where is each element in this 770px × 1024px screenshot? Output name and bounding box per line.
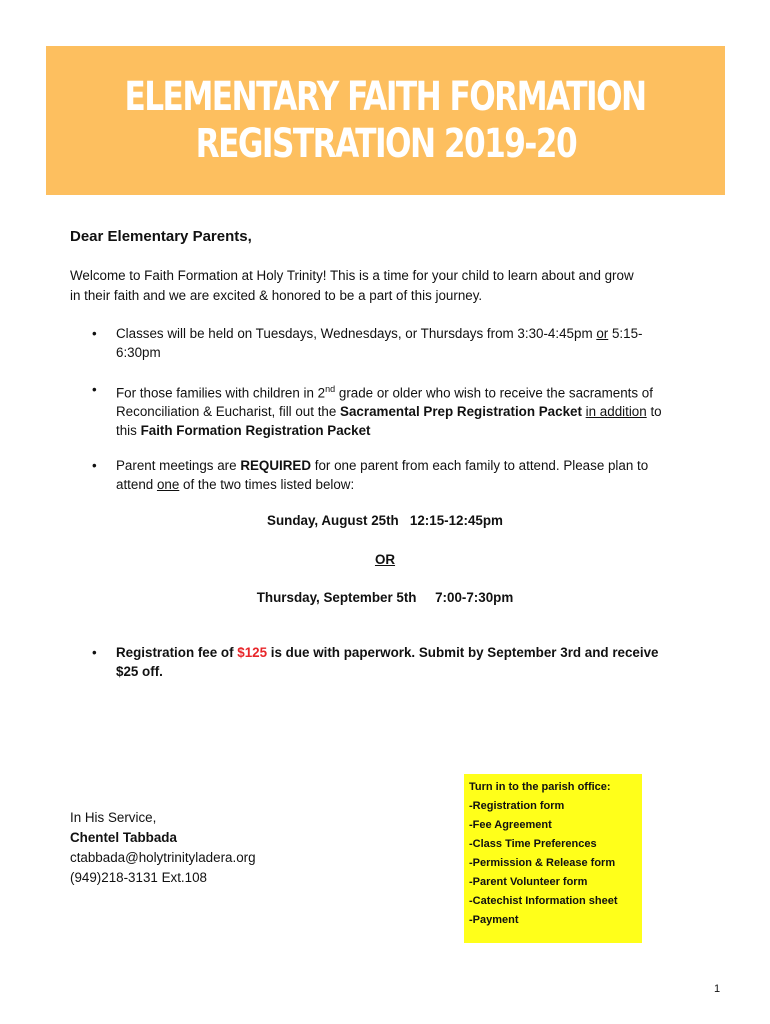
text: 6:30pm — [116, 345, 161, 360]
checklist-item: -Class Time Preferences — [469, 838, 597, 850]
meeting-option-1 — [0, 513, 770, 528]
text: Registration fee of — [116, 645, 238, 660]
required-emphasis: REQUIRED — [240, 458, 311, 473]
signer-name: Chentel Tabbada — [70, 830, 177, 845]
checklist-item: -Parent Volunteer form — [469, 876, 588, 888]
superscript: nd — [325, 384, 336, 394]
meeting-or — [0, 552, 770, 567]
bullet-dot: • — [92, 326, 97, 341]
title-banner — [46, 46, 725, 195]
meeting-1-time: 12:15-12:45pm — [409, 513, 503, 528]
page-number: 1 — [714, 983, 721, 995]
intro-line-2: in their faith and we are excited & honored to be a part of this journey. — [70, 288, 483, 303]
text: for one parent from each family to attend. Please plan to — [311, 458, 649, 473]
intro-paragraph — [70, 266, 690, 306]
title-line-1: ELEMENTARY FAITH FORMATION — [124, 73, 647, 120]
greeting: Dear Elementary Parents, — [70, 228, 252, 245]
underlined-one: one — [156, 477, 180, 492]
text: $25 off. — [116, 664, 163, 679]
bullet-dot: • — [92, 382, 97, 397]
text: to — [646, 404, 662, 420]
checklist-item: -Payment — [469, 914, 519, 926]
checklist-item: -Permission & Release form — [469, 857, 616, 869]
or-separator: OR — [374, 552, 396, 567]
bullet-dot: • — [92, 458, 97, 473]
bullet-dot: • — [92, 645, 97, 660]
checklist-title: Turn in to the parish office: — [469, 781, 611, 793]
checklist-item: -Catechist Information sheet — [469, 895, 618, 907]
meeting-option-2 — [0, 590, 770, 605]
registration-packet-name: Faith Formation Registration Packet — [140, 423, 371, 439]
fee-amount: $125 — [237, 645, 268, 660]
meeting-1-day: Sunday, August 25th — [267, 513, 399, 528]
text: For those families with children in 2 — [116, 385, 326, 401]
intro-line-1: Welcome to Faith Formation at Holy Trinity! This is a time for your child to learn about and grow — [70, 268, 634, 283]
text: attend — [116, 477, 157, 492]
contact-email: ctabbada@holytrinityladera.org — [70, 850, 256, 865]
closing: In His Service, — [70, 810, 157, 825]
turn-in-checklist — [464, 774, 642, 943]
text: Parent meetings are — [116, 458, 241, 473]
text: Classes will be held on Tuesdays, Wednesdays, or Thursdays from 3:30-4:45pm — [116, 326, 597, 341]
text: grade or older who wish to receive the sacraments of — [335, 385, 653, 401]
underlined-or: or — [596, 326, 609, 341]
sacramental-packet-name: Sacramental Prep Registration Packet — [340, 404, 582, 420]
meeting-2-day: Thursday, September 5th — [256, 590, 417, 605]
signature-block — [70, 808, 256, 888]
text: of the two times listed below: — [179, 477, 355, 492]
text: is due with paperwork. Submit by September 3rd and receive — [267, 645, 659, 660]
text: Reconciliation & Eucharist, fill out the — [116, 404, 341, 420]
checklist-item: -Registration form — [469, 800, 565, 812]
contact-phone: (949)218-3131 Ext.108 — [70, 870, 207, 885]
text: this — [116, 423, 141, 439]
underlined-in-addition: in addition — [585, 404, 647, 420]
title-line-2: REGISTRATION 2019-20 — [195, 120, 576, 167]
checklist-item: -Fee Agreement — [469, 819, 552, 831]
text: 5:15- — [608, 326, 643, 341]
meeting-2-time: 7:00-7:30pm — [435, 590, 514, 605]
